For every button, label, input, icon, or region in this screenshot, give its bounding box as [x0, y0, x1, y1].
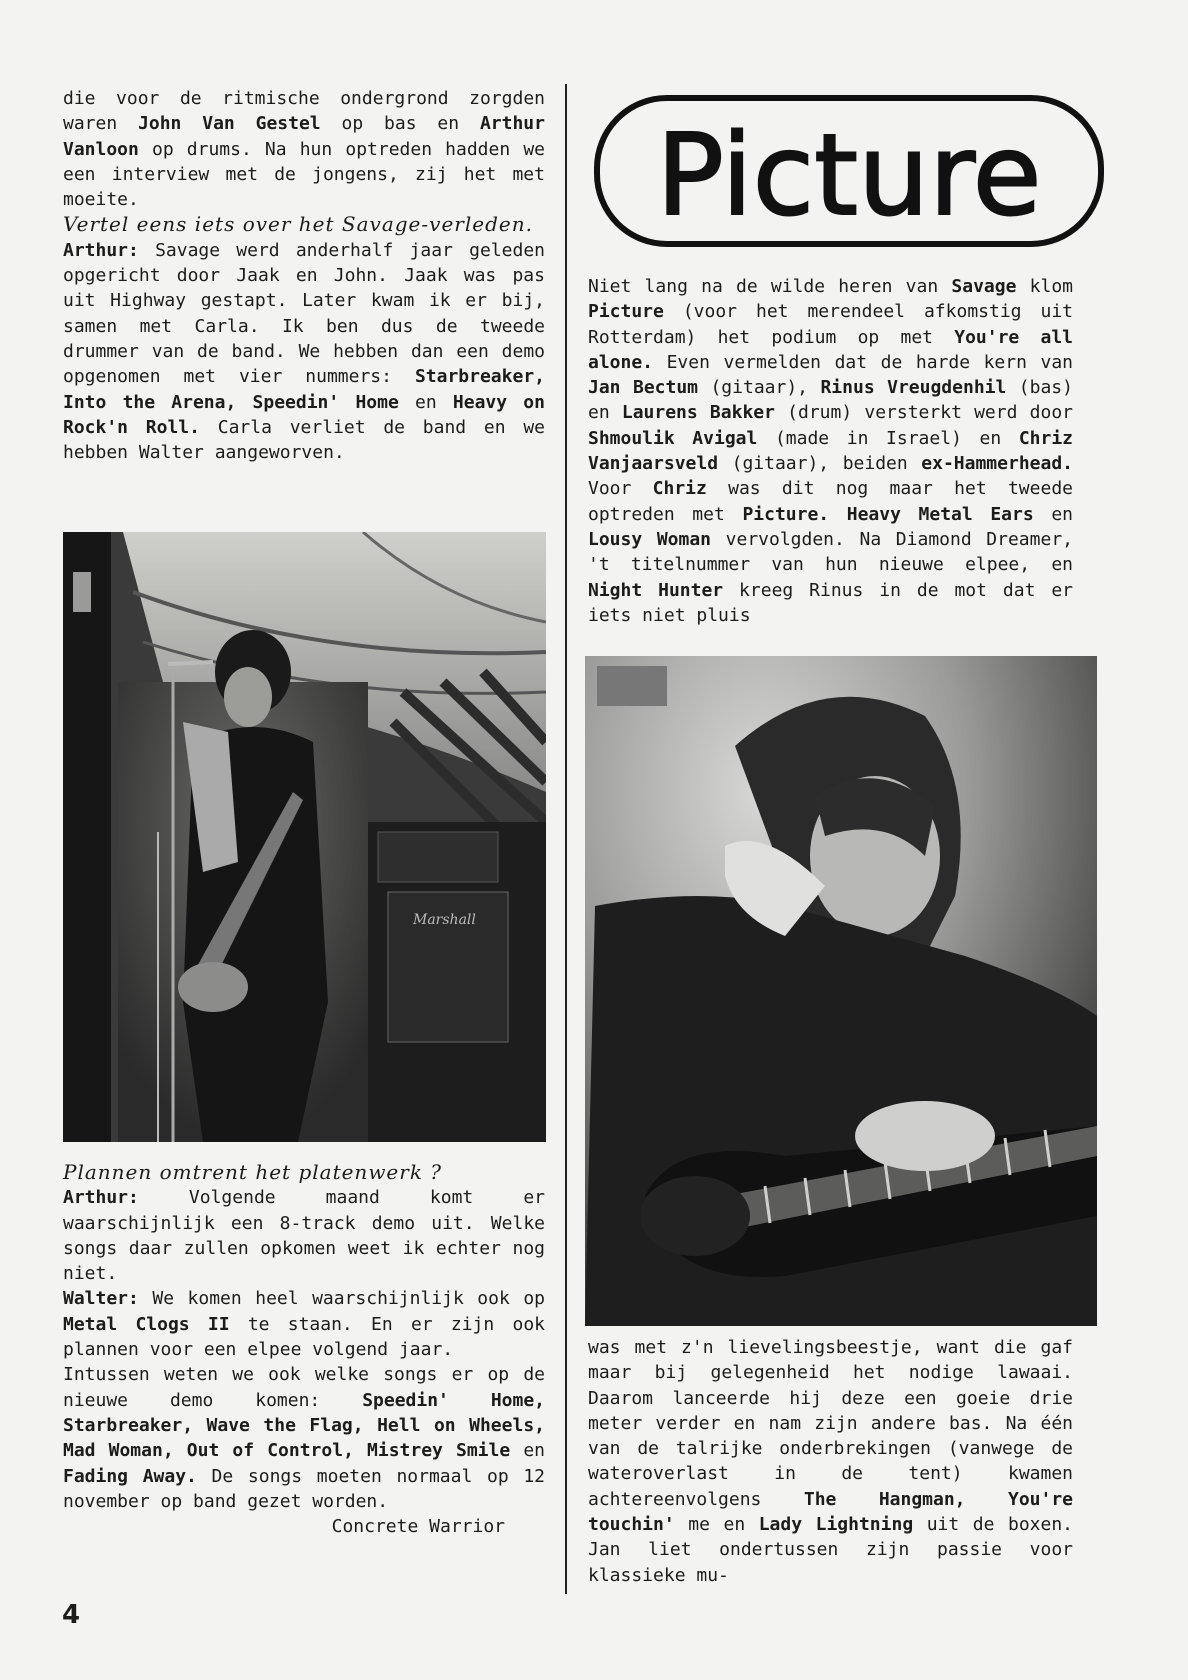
review-p1-segment: Rinus Vreugdenhil [820, 377, 1007, 399]
review-p1-segment: en [1033, 503, 1073, 525]
review-p1-segment: (voor het merendeel afkomstig uit Rotterdam) het podium op met [588, 301, 1073, 348]
review-p1-segment: Even vermelden dat de harde kern van [653, 351, 1073, 373]
answer-2 [63, 1185, 545, 1286]
answer-2-text: Volgende maand komt er waarschijnlijk een 8-track demo uit. Welke songs daar zullen opkomen weet ik echter nog niet. [63, 1187, 545, 1285]
photo-savage-live [63, 532, 546, 1142]
column-divider [565, 84, 567, 1594]
review-p1-segment: Picture. Heavy Metal Ears [742, 503, 1034, 525]
left-column-bottom [63, 1160, 545, 1539]
review-p1-segment: Chriz Vanjaarsveld [588, 427, 1073, 475]
review-p1-segment: Niet lang na de wilde heren van [588, 276, 952, 297]
answer-1-songs: Starbreaker, Into the Arena, Speedin' Home [63, 366, 545, 413]
answer-3 [63, 1286, 545, 1362]
review-p1-segment: (gitaar), beiden [718, 453, 922, 475]
author-signature: Concrete Warrior [331, 1516, 505, 1538]
intro-text-2: op bas en [320, 113, 480, 135]
review-p1-segment: Laurens Bakker [621, 402, 775, 424]
closing-text-b: De songs moeten normaal op 12 november op band gezet worden. [63, 1465, 546, 1512]
review-p2-segment: Lady Lightning [758, 1514, 914, 1536]
review-p1-segment: (bas) en [588, 377, 1073, 424]
answer-1-text-b: Carla verliet de band en we hebben Walter aangeworven. [63, 416, 546, 464]
speaker-arthur: Arthur: [63, 239, 139, 261]
logo-title: Picture [656, 111, 1042, 241]
answer-1-and: en [398, 391, 453, 413]
picture-logo-graphic [592, 92, 1107, 250]
svg-text:Marshall: Marshall [413, 912, 476, 928]
intro-text-3: op drums. Na hun optreden hadden we een interview met de jongens, zij het met moeite. [63, 138, 545, 211]
review-p1-segment: You're all alone. [588, 326, 1073, 373]
review-p2-segment: uit de boxen. Jan liet ondertussen zijn passie voor klassieke mu- [588, 1514, 1074, 1586]
review-p1-segment: Lousy Woman [588, 528, 712, 550]
answer-3-text-b: te staan. En er zijn ook plannen voor een elpee volgend jaar. [63, 1313, 545, 1361]
intro-paragraph [63, 86, 545, 212]
savage-stage-photo [63, 532, 546, 1142]
event-metal-clogs: Metal Clogs II [63, 1313, 230, 1335]
review-p2-segment: me en [674, 1514, 759, 1536]
review-p1-segment: Shmoulik Avigal [588, 427, 758, 449]
photo-picture-guitarist [585, 656, 1097, 1326]
question-2: Plannen omtrent het platenwerk ? [63, 1160, 443, 1184]
closing-text-a: Intussen weten we ook welke songs er op de nieuwe demo komen: [63, 1364, 545, 1411]
review-p1-segment: kreeg Rinus in de mot dat er iets niet pluis [588, 579, 1073, 626]
closing-and: en [510, 1440, 545, 1462]
intro-text-1: die voor de ritmische ondergrond zorgden waren [63, 88, 545, 135]
demo-song-last: Fading Away. [63, 1465, 197, 1487]
review-p1-segment: klom [1016, 276, 1073, 297]
review-paragraph-2 [588, 1335, 1073, 1588]
review-p1-segment: Picture [588, 301, 664, 323]
answer-1 [63, 238, 545, 466]
closing-paragraph [63, 1362, 545, 1514]
review-p1-segment: Chriz [652, 478, 707, 500]
question-1: Vertel eens iets over het Savage-verleden. [63, 212, 533, 237]
right-column-bottom [588, 1335, 1073, 1588]
picture-logo [592, 92, 1107, 250]
review-p1-segment: (made in Israel) en [757, 427, 1019, 449]
demo-songs: Speedin' Home, Starbreaker, Wave the Flag, Hell on Wheels, Mad Woman, Out of Control, Mistrey Smile [63, 1389, 545, 1462]
left-column-top [63, 86, 545, 465]
speaker-walter: Walter: [63, 1288, 139, 1310]
review-p1-segment: Night Hunter [588, 579, 724, 601]
review-p1-segment: Savage [951, 276, 1017, 297]
review-p1-segment: Voor [588, 478, 653, 500]
guitarist-photo [585, 656, 1097, 1326]
right-column-top [588, 274, 1073, 628]
bassist-name: John Van Gestel [138, 113, 321, 135]
answer-1-text-a: Savage werd anderhalf jaar geleden opgericht door Jaak en John. Jaak was pas uit Highway gestapt. Later kwam ik er bij, samen met Carla. Ik ben dus de tweede drummer van de band. We hebben dan een demo opgenomen met vier nummers: [63, 239, 545, 388]
review-p1-segment: was dit nog maar het tweede optreden met [588, 478, 1073, 525]
review-p1-segment: (gitaar), [698, 377, 821, 399]
review-p1-segment: Jan Bectum [588, 377, 698, 399]
review-paragraph-1 [588, 274, 1073, 628]
drummer-name: Arthur Vanloon [63, 113, 545, 160]
review-p1-segment: (drum) versterkt werd door [774, 402, 1073, 424]
review-p2-segment: The Hangman, You're touchin' [588, 1488, 1074, 1536]
page-number: 4 [62, 1600, 81, 1630]
review-p2-segment: was met z'n lievelingsbeestje, want die gaf maar bij gelegenheid het nodige lawaai. Daarom lanceerde hij deze een goeie drie meter verder en nam zijn andere bas. Na één van de talrijke onderbrekingen (vanwege de wateroverlast in de tent) kwamen achtereenvolgens [588, 1337, 1073, 1510]
answer-3-text-a: We komen heel waarschijnlijk ook op [138, 1288, 545, 1310]
review-p1-segment: ex-Hammerhead. [921, 453, 1073, 475]
answer-1-song-last: Heavy on Rock'n Roll. [63, 391, 545, 438]
review-p1-segment: vervolgden. Na Diamond Dreamer, 't titelnummer van hun nieuwe elpee, en [588, 528, 1073, 576]
speaker-arthur-2: Arthur: [63, 1187, 139, 1209]
